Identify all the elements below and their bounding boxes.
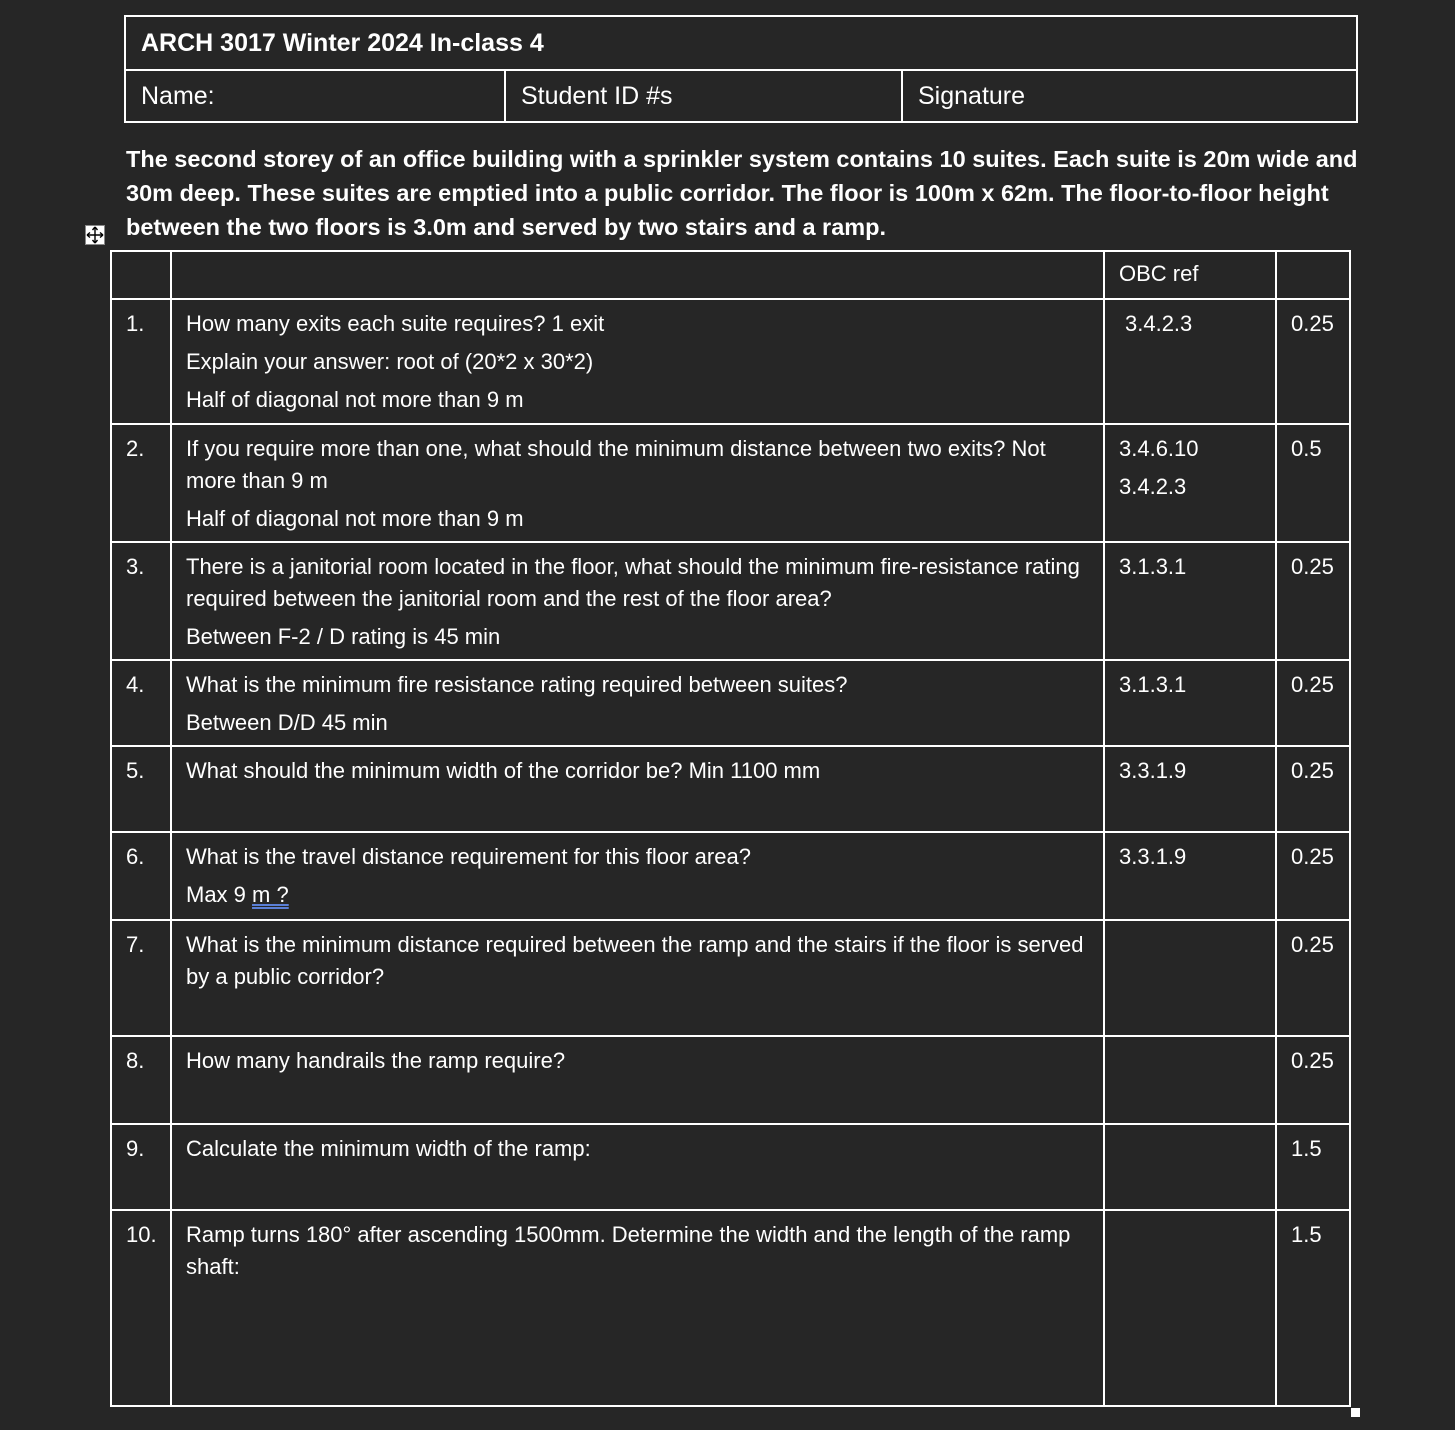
row-number: 4. <box>111 660 171 746</box>
table-header-num <box>111 251 171 299</box>
table-row <box>111 746 1350 832</box>
question-text: Ramp turns 180° after ascending 1500mm. Determine the width and the length of the ramp shaft: <box>186 1222 1071 1279</box>
question-text: What is the minimum distance required between the ramp and the stairs if the floor is served by a public corridor? <box>186 932 1084 989</box>
obc-ref-cell[interactable]: 3.3.1.9 <box>1104 746 1276 832</box>
points-cell: 0.25 <box>1276 1036 1350 1124</box>
table-row <box>111 1210 1350 1406</box>
question-text: How many exits each suite requires? 1 exit <box>186 311 605 336</box>
answer-text: Between F-2 / D rating is 45 min <box>186 624 501 649</box>
assignment-title[interactable]: ARCH 3017 Winter 2024 In-class 4 <box>125 16 1357 70</box>
table-row <box>111 1124 1350 1210</box>
obc-ref-cell[interactable] <box>1104 920 1276 1036</box>
table-row <box>111 660 1350 746</box>
resize-handle-icon[interactable] <box>1351 1408 1360 1417</box>
obc-ref-cell[interactable]: 3.3.1.9 <box>1104 832 1276 920</box>
table-row <box>111 542 1350 660</box>
obc-ref-value: 3.4.2.3 <box>1125 311 1193 336</box>
question-cell[interactable] <box>171 1210 1104 1406</box>
header-table <box>124 15 1358 123</box>
question-table <box>110 250 1351 1407</box>
obc-ref-cell[interactable] <box>1104 1124 1276 1210</box>
answer-text: Half of diagonal not more than 9 m <box>186 387 524 412</box>
obc-ref-cell[interactable] <box>1104 1210 1276 1406</box>
table-row <box>111 1036 1350 1124</box>
answer-text: Explain your answer: root of (20*2 x 30*2) <box>186 349 594 374</box>
row-number: 5. <box>111 746 171 832</box>
question-cell[interactable] <box>171 542 1104 660</box>
obc-ref-value: 3.4.6.10 <box>1119 436 1199 461</box>
points-cell: 0.25 <box>1276 746 1350 832</box>
row-number: 7. <box>111 920 171 1036</box>
question-text: What should the minimum width of the corridor be? Min 1100 mm <box>186 758 821 783</box>
obc-ref-cell[interactable]: 3.1.3.1 <box>1104 542 1276 660</box>
row-number: 6. <box>111 832 171 920</box>
obc-ref-cell[interactable]: 3.1.3.1 <box>1104 660 1276 746</box>
points-cell: 0.5 <box>1276 424 1350 542</box>
row-number: 8. <box>111 1036 171 1124</box>
row-number: 9. <box>111 1124 171 1210</box>
obc-ref-cell[interactable] <box>1104 424 1276 542</box>
question-text: Calculate the minimum width of the ramp: <box>186 1136 591 1161</box>
row-number: 10. <box>111 1210 171 1406</box>
question-cell[interactable] <box>171 920 1104 1036</box>
student-id-field[interactable]: Student ID #s <box>505 70 902 122</box>
signature-field[interactable]: Signature <box>902 70 1357 122</box>
obc-ref-cell[interactable] <box>1104 299 1276 424</box>
table-row <box>111 299 1350 424</box>
table-row <box>111 424 1350 542</box>
question-text: If you require more than one, what should the minimum distance between two exits? Not more than 9 m <box>186 436 1046 493</box>
obc-ref-cell[interactable] <box>1104 1036 1276 1124</box>
problem-statement[interactable]: The second storey of an office building with a sprinkler system contains 10 suites. Each suite is 20m wide and 30m deep. These suites are emptied into a public corridor. The floor is 100m x 62m. The floor-to-floor height between the two floors is 3.0m and served by two stairs and a ramp. <box>126 146 1358 240</box>
answer-text: Half of diagonal not more than 9 m <box>186 506 524 531</box>
question-cell[interactable] <box>171 1124 1104 1210</box>
answer-text <box>186 879 1089 911</box>
name-field[interactable]: Name: <box>125 70 505 122</box>
table-header-question <box>171 251 1104 299</box>
question-text: There is a janitorial room located in the floor, what should the minimum fire-resistance rating required between the janitorial room and the rest of the floor area? <box>186 554 1080 611</box>
points-cell: 0.25 <box>1276 299 1350 424</box>
table-row <box>111 920 1350 1036</box>
points-cell: 0.25 <box>1276 660 1350 746</box>
answer-text: Between D/D 45 min <box>186 710 388 735</box>
table-header-points <box>1276 251 1350 299</box>
points-cell: 0.25 <box>1276 542 1350 660</box>
row-number: 3. <box>111 542 171 660</box>
question-cell[interactable] <box>171 424 1104 542</box>
move-icon[interactable] <box>85 225 105 245</box>
row-number: 2. <box>111 424 171 542</box>
obc-ref-header: OBC ref <box>1104 251 1276 299</box>
question-cell[interactable] <box>171 660 1104 746</box>
question-cell[interactable] <box>171 746 1104 832</box>
points-cell: 1.5 <box>1276 1210 1350 1406</box>
question-text: What is the minimum fire resistance rating required between suites? <box>186 672 848 697</box>
question-cell[interactable] <box>171 1036 1104 1124</box>
points-cell: 1.5 <box>1276 1124 1350 1210</box>
question-text: How many handrails the ramp require? <box>186 1048 566 1073</box>
question-cell[interactable] <box>171 832 1104 920</box>
points-cell: 0.25 <box>1276 920 1350 1036</box>
spellcheck-underlined-text: m ? <box>252 882 289 907</box>
question-cell[interactable] <box>171 299 1104 424</box>
row-number: 1. <box>111 299 171 424</box>
points-cell: 0.25 <box>1276 832 1350 920</box>
question-text: What is the travel distance requirement for this floor area? <box>186 844 751 869</box>
table-row <box>111 832 1350 920</box>
answer-prefix: Max 9 <box>186 882 253 907</box>
obc-ref-value: 3.4.2.3 <box>1119 474 1187 499</box>
